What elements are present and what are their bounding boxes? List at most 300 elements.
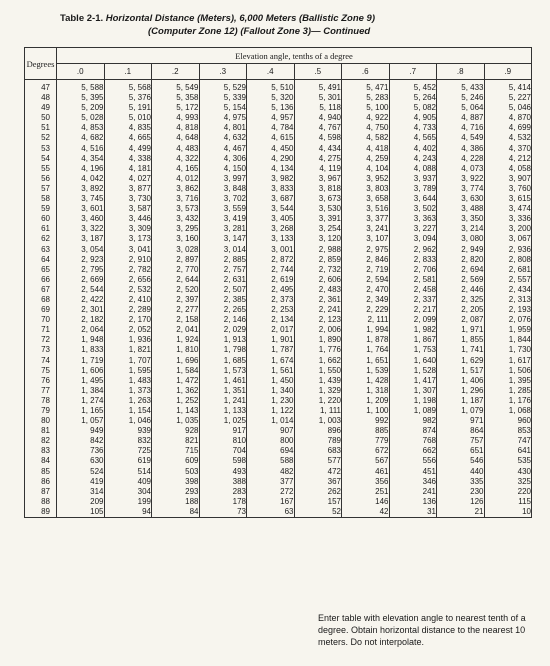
distance-cell: 3, 587 bbox=[104, 204, 152, 214]
distance-cell: 2, 744 bbox=[247, 265, 295, 275]
distance-cell: 864 bbox=[437, 426, 485, 436]
distance-cell: 5, 246 bbox=[437, 93, 485, 103]
distance-cell: 5, 301 bbox=[294, 93, 342, 103]
distance-cell: 1, 373 bbox=[104, 386, 152, 396]
distance-cell: 4, 922 bbox=[342, 113, 390, 123]
table-row bbox=[25, 456, 532, 466]
table-row bbox=[25, 285, 532, 295]
distance-cell: 4, 134 bbox=[247, 164, 295, 174]
distance-cell: 1, 550 bbox=[294, 366, 342, 376]
distance-cell: 2, 134 bbox=[247, 315, 295, 325]
distance-cell: 524 bbox=[57, 467, 105, 477]
table-row bbox=[25, 406, 532, 416]
distance-cell: 2, 099 bbox=[389, 315, 437, 325]
distance-cell: 4, 532 bbox=[484, 133, 532, 143]
distance-cell: 672 bbox=[342, 446, 390, 456]
distance-cell: 810 bbox=[199, 436, 247, 446]
distance-cell: 1, 833 bbox=[57, 345, 105, 355]
distance-cell: 768 bbox=[389, 436, 437, 446]
distance-cell: 5, 471 bbox=[342, 80, 390, 94]
distance-cell: 4, 354 bbox=[57, 154, 105, 164]
distance-cell: 2, 289 bbox=[104, 305, 152, 315]
distance-cell: 3, 377 bbox=[342, 214, 390, 224]
distance-cell: 2, 581 bbox=[389, 275, 437, 285]
distance-cell: 126 bbox=[437, 497, 485, 507]
distance-cell: 1, 506 bbox=[484, 366, 532, 376]
distance-cell: 1, 133 bbox=[199, 406, 247, 416]
distance-cell: 2, 313 bbox=[484, 295, 532, 305]
distance-cell: 4, 012 bbox=[152, 174, 200, 184]
degree-cell: 61 bbox=[25, 224, 57, 234]
distance-cell: 3, 041 bbox=[104, 245, 152, 255]
distance-cell: 2, 337 bbox=[389, 295, 437, 305]
distance-cell: 1, 329 bbox=[294, 386, 342, 396]
distance-cell: 5, 395 bbox=[57, 93, 105, 103]
table-title bbox=[60, 12, 530, 38]
distance-cell: 4, 150 bbox=[199, 164, 247, 174]
distance-cell: 651 bbox=[437, 446, 485, 456]
degree-cell: 78 bbox=[25, 396, 57, 406]
distance-cell: 1, 176 bbox=[484, 396, 532, 406]
distance-cell: 2, 770 bbox=[152, 265, 200, 275]
distance-cell: 482 bbox=[247, 467, 295, 477]
tenths-header: .9 bbox=[484, 64, 532, 80]
table-row bbox=[25, 113, 532, 123]
distance-cell: 1, 111 bbox=[294, 406, 342, 416]
distance-cell: 3, 133 bbox=[247, 234, 295, 244]
distance-cell: 3, 630 bbox=[437, 194, 485, 204]
distance-cell: 188 bbox=[152, 497, 200, 507]
distance-cell: 31 bbox=[389, 507, 437, 518]
distance-cell: 2, 111 bbox=[342, 315, 390, 325]
degree-cell: 70 bbox=[25, 315, 57, 325]
distance-cell: 2, 795 bbox=[57, 265, 105, 275]
distance-cell: 1, 844 bbox=[484, 335, 532, 345]
distance-cell: 1, 584 bbox=[152, 366, 200, 376]
distance-cell: 2, 064 bbox=[57, 325, 105, 335]
distance-cell: 3, 028 bbox=[152, 245, 200, 255]
table-row bbox=[25, 315, 532, 325]
table-row bbox=[25, 255, 532, 265]
distance-cell: 1, 285 bbox=[484, 386, 532, 396]
distance-cell: 1, 035 bbox=[152, 416, 200, 426]
distance-cell: 1, 971 bbox=[437, 325, 485, 335]
distance-cell: 1, 089 bbox=[389, 406, 437, 416]
distance-cell: 2, 532 bbox=[104, 285, 152, 295]
distance-cell: 4, 027 bbox=[104, 174, 152, 184]
tenths-header: .4 bbox=[247, 64, 295, 80]
distance-cell: 1, 100 bbox=[342, 406, 390, 416]
distance-cell: 1, 068 bbox=[484, 406, 532, 416]
degree-cell: 86 bbox=[25, 477, 57, 487]
distance-cell: 5, 283 bbox=[342, 93, 390, 103]
distance-cell: 5, 414 bbox=[484, 80, 532, 94]
distance-cell: 199 bbox=[104, 497, 152, 507]
distance-cell: 1, 318 bbox=[342, 386, 390, 396]
distance-cell: 73 bbox=[199, 507, 247, 518]
table-row bbox=[25, 467, 532, 477]
degree-cell: 67 bbox=[25, 285, 57, 295]
distance-cell: 5, 588 bbox=[57, 80, 105, 94]
distance-cell: 4, 750 bbox=[342, 123, 390, 133]
distance-cell: 461 bbox=[342, 467, 390, 477]
distance-cell: 694 bbox=[247, 446, 295, 456]
distance-cell: 2, 458 bbox=[389, 285, 437, 295]
distance-cell: 5, 028 bbox=[57, 113, 105, 123]
distance-cell: 3, 760 bbox=[484, 184, 532, 194]
distance-cell: 1, 901 bbox=[247, 335, 295, 345]
distance-cell: 853 bbox=[484, 426, 532, 436]
distance-cell: 725 bbox=[104, 446, 152, 456]
distance-cell: 4, 119 bbox=[294, 164, 342, 174]
distance-cell: 556 bbox=[389, 456, 437, 466]
distance-cell: 3, 615 bbox=[484, 194, 532, 204]
distance-cell: 2, 349 bbox=[342, 295, 390, 305]
distance-cell: 3, 774 bbox=[437, 184, 485, 194]
distance-cell: 1, 252 bbox=[152, 396, 200, 406]
distance-cell: 84 bbox=[152, 507, 200, 518]
degree-cell: 49 bbox=[25, 103, 57, 113]
table-row bbox=[25, 154, 532, 164]
distance-cell: 346 bbox=[389, 477, 437, 487]
table-row bbox=[25, 345, 532, 355]
distance-cell: 3, 658 bbox=[342, 194, 390, 204]
distance-cell: 2, 006 bbox=[294, 325, 342, 335]
distance-cell: 4, 887 bbox=[437, 113, 485, 123]
distance-cell: 3, 702 bbox=[199, 194, 247, 204]
distance-cell: 1, 483 bbox=[104, 376, 152, 386]
distance-cell: 2, 732 bbox=[294, 265, 342, 275]
distance-cell: 577 bbox=[294, 456, 342, 466]
distance-cell: 1, 561 bbox=[247, 366, 295, 376]
distance-cell: 2, 669 bbox=[57, 275, 105, 285]
distance-cell: 2, 158 bbox=[152, 315, 200, 325]
table-row bbox=[25, 436, 532, 446]
degree-cell: 66 bbox=[25, 275, 57, 285]
distance-cell: 2, 988 bbox=[294, 245, 342, 255]
distance-cell: 21 bbox=[437, 507, 485, 518]
tenths-header: .1 bbox=[104, 64, 152, 80]
distance-cell: 2, 719 bbox=[342, 265, 390, 275]
distance-cell: 1, 994 bbox=[342, 325, 390, 335]
distance-cell: 5, 510 bbox=[247, 80, 295, 94]
distance-cell: 3, 001 bbox=[247, 245, 295, 255]
distance-cell: 2, 470 bbox=[342, 285, 390, 295]
distance-cell: 2, 495 bbox=[247, 285, 295, 295]
distance-cell: 779 bbox=[342, 436, 390, 446]
distance-cell: 4, 338 bbox=[104, 154, 152, 164]
distance-cell: 1, 798 bbox=[199, 345, 247, 355]
distance-cell: 2, 029 bbox=[199, 325, 247, 335]
distance-cell: 335 bbox=[437, 477, 485, 487]
distance-cell: 1, 143 bbox=[152, 406, 200, 416]
degree-cell: 83 bbox=[25, 446, 57, 456]
degree-cell: 77 bbox=[25, 386, 57, 396]
distance-cell: 4, 801 bbox=[199, 123, 247, 133]
distance-cell: 3, 745 bbox=[57, 194, 105, 204]
degree-cell: 89 bbox=[25, 507, 57, 518]
distance-cell: 3, 530 bbox=[294, 204, 342, 214]
distance-cell: 641 bbox=[484, 446, 532, 456]
distance-cell: 3, 559 bbox=[199, 204, 247, 214]
distance-cell: 4, 306 bbox=[199, 154, 247, 164]
distance-cell: 3, 818 bbox=[294, 184, 342, 194]
distance-cell: 136 bbox=[389, 497, 437, 507]
distance-cell: 1, 741 bbox=[437, 345, 485, 355]
distance-cell: 1, 776 bbox=[294, 345, 342, 355]
distance-cell: 3, 892 bbox=[57, 184, 105, 194]
distance-cell: 2, 949 bbox=[437, 245, 485, 255]
distance-cell: 4, 784 bbox=[247, 123, 295, 133]
distance-cell: 4, 467 bbox=[199, 144, 247, 154]
distance-cell: 4, 196 bbox=[57, 164, 105, 174]
distance-cell: 2, 434 bbox=[484, 285, 532, 295]
table-row bbox=[25, 204, 532, 214]
degree-cell: 71 bbox=[25, 325, 57, 335]
degree-cell: 56 bbox=[25, 174, 57, 184]
distance-cell: 1, 730 bbox=[484, 345, 532, 355]
distance-cell: 3, 803 bbox=[342, 184, 390, 194]
degree-cell: 79 bbox=[25, 406, 57, 416]
table-row bbox=[25, 184, 532, 194]
tenths-header: .0 bbox=[57, 64, 105, 80]
distance-cell: 4, 322 bbox=[152, 154, 200, 164]
table-row bbox=[25, 214, 532, 224]
distance-cell: 3, 673 bbox=[294, 194, 342, 204]
distance-cell: 2, 205 bbox=[437, 305, 485, 315]
degree-cell: 51 bbox=[25, 123, 57, 133]
distance-cell: 2, 325 bbox=[437, 295, 485, 305]
distance-cell: 4, 835 bbox=[104, 123, 152, 133]
distance-cell: 4, 181 bbox=[104, 164, 152, 174]
distance-cell: 619 bbox=[104, 456, 152, 466]
distance-cell: 3, 446 bbox=[104, 214, 152, 224]
distance-cell: 493 bbox=[199, 467, 247, 477]
distance-cell: 736 bbox=[57, 446, 105, 456]
distance-cell: 2, 241 bbox=[294, 305, 342, 315]
distance-cell: 3, 080 bbox=[437, 234, 485, 244]
distance-cell: 2, 507 bbox=[199, 285, 247, 295]
table-row bbox=[25, 245, 532, 255]
distance-cell: 1, 122 bbox=[247, 406, 295, 416]
distance-cell: 747 bbox=[484, 436, 532, 446]
title-line-1 bbox=[60, 12, 530, 25]
degree-cell: 82 bbox=[25, 436, 57, 446]
table-row bbox=[25, 487, 532, 497]
distance-cell: 241 bbox=[389, 487, 437, 497]
distance-cell: 3, 200 bbox=[484, 224, 532, 234]
table-row bbox=[25, 265, 532, 275]
distance-cell: 3, 281 bbox=[199, 224, 247, 234]
distance-cell: 2, 253 bbox=[247, 305, 295, 315]
distance-cell: 3, 363 bbox=[389, 214, 437, 224]
distance-cell: 1, 461 bbox=[199, 376, 247, 386]
degree-cell: 75 bbox=[25, 366, 57, 376]
distance-cell: 4, 450 bbox=[247, 144, 295, 154]
distance-cell: 2, 619 bbox=[247, 275, 295, 285]
distance-cell: 3, 147 bbox=[199, 234, 247, 244]
distance-cell: 2, 872 bbox=[247, 255, 295, 265]
distance-cell: 1, 662 bbox=[294, 356, 342, 366]
table-row bbox=[25, 356, 532, 366]
distance-cell: 4, 516 bbox=[57, 144, 105, 154]
distance-cell: 419 bbox=[57, 477, 105, 487]
distance-cell: 2, 385 bbox=[199, 295, 247, 305]
distance-cell: 4, 499 bbox=[104, 144, 152, 154]
distance-cell: 1, 057 bbox=[57, 416, 105, 426]
table-row bbox=[25, 386, 532, 396]
distance-cell: 42 bbox=[342, 507, 390, 518]
distance-cell: 1, 948 bbox=[57, 335, 105, 345]
distance-cell: 2, 076 bbox=[484, 315, 532, 325]
degree-cell: 65 bbox=[25, 265, 57, 275]
distance-cell: 3, 107 bbox=[342, 234, 390, 244]
distance-cell: 982 bbox=[389, 416, 437, 426]
distance-cell: 3, 067 bbox=[484, 234, 532, 244]
degree-cell: 76 bbox=[25, 376, 57, 386]
distance-cell: 4, 682 bbox=[57, 133, 105, 143]
degree-cell: 63 bbox=[25, 245, 57, 255]
distance-cell: 4, 993 bbox=[152, 113, 200, 123]
distance-cell: 4, 088 bbox=[389, 164, 437, 174]
distance-cell: 4, 716 bbox=[437, 123, 485, 133]
distance-cell: 1, 787 bbox=[247, 345, 295, 355]
distance-cell: 2, 041 bbox=[152, 325, 200, 335]
distance-cell: 1, 528 bbox=[389, 366, 437, 376]
distance-cell: 3, 295 bbox=[152, 224, 200, 234]
distance-cell: 4, 870 bbox=[484, 113, 532, 123]
degree-cell: 58 bbox=[25, 194, 57, 204]
distance-cell: 2, 681 bbox=[484, 265, 532, 275]
distance-cell: 2, 859 bbox=[294, 255, 342, 265]
distance-cell: 2, 361 bbox=[294, 295, 342, 305]
distance-cell: 4, 665 bbox=[104, 133, 152, 143]
distance-cell: 1, 209 bbox=[342, 396, 390, 406]
distance-cell: 1, 573 bbox=[199, 366, 247, 376]
distance-cell: 5, 452 bbox=[389, 80, 437, 94]
distance-cell: 5, 568 bbox=[104, 80, 152, 94]
distance-cell: 971 bbox=[437, 416, 485, 426]
degree-cell: 68 bbox=[25, 295, 57, 305]
distance-cell: 1, 685 bbox=[199, 356, 247, 366]
distance-cell: 3, 687 bbox=[247, 194, 295, 204]
distance-cell: 2, 782 bbox=[104, 265, 152, 275]
distance-cell: 4, 699 bbox=[484, 123, 532, 133]
distance-cell: 1, 495 bbox=[57, 376, 105, 386]
table-row bbox=[25, 325, 532, 335]
distance-cell: 1, 719 bbox=[57, 356, 105, 366]
distance-cell: 314 bbox=[57, 487, 105, 497]
distance-cell: 1, 351 bbox=[199, 386, 247, 396]
distance-cell: 5, 358 bbox=[152, 93, 200, 103]
distance-table bbox=[24, 47, 532, 518]
distance-cell: 3, 544 bbox=[247, 204, 295, 214]
distance-cell: 514 bbox=[104, 467, 152, 477]
tenths-header: .3 bbox=[199, 64, 247, 80]
degree-cell: 57 bbox=[25, 184, 57, 194]
distance-cell: 2, 017 bbox=[247, 325, 295, 335]
distance-cell: 2, 123 bbox=[294, 315, 342, 325]
distance-cell: 4, 290 bbox=[247, 154, 295, 164]
distance-cell: 1, 595 bbox=[104, 366, 152, 376]
distance-cell: 4, 905 bbox=[389, 113, 437, 123]
distance-cell: 377 bbox=[247, 477, 295, 487]
distance-cell: 1, 165 bbox=[57, 406, 105, 416]
distance-cell: 4, 767 bbox=[294, 123, 342, 133]
degree-cell: 72 bbox=[25, 335, 57, 345]
distance-cell: 4, 058 bbox=[484, 164, 532, 174]
distance-cell: 3, 952 bbox=[342, 174, 390, 184]
distance-cell: 5, 082 bbox=[389, 103, 437, 113]
degree-cell: 73 bbox=[25, 345, 57, 355]
degree-cell: 47 bbox=[25, 80, 57, 94]
distance-cell: 5, 046 bbox=[484, 103, 532, 113]
table-number: Table 2-1. bbox=[60, 13, 104, 24]
distance-cell: 704 bbox=[199, 446, 247, 456]
distance-cell: 4, 212 bbox=[484, 154, 532, 164]
distance-cell: 2, 410 bbox=[104, 295, 152, 305]
distance-cell: 1, 025 bbox=[199, 416, 247, 426]
table-row bbox=[25, 164, 532, 174]
distance-cell: 3, 460 bbox=[57, 214, 105, 224]
distance-cell: 3, 907 bbox=[484, 174, 532, 184]
distance-cell: 3, 432 bbox=[152, 214, 200, 224]
distance-cell: 1, 936 bbox=[104, 335, 152, 345]
distance-cell: 2, 301 bbox=[57, 305, 105, 315]
distance-cell: 2, 397 bbox=[152, 295, 200, 305]
distance-cell: 1, 764 bbox=[342, 345, 390, 355]
distance-cell: 1, 855 bbox=[437, 335, 485, 345]
distance-cell: 2, 820 bbox=[437, 255, 485, 265]
distance-cell: 1, 362 bbox=[152, 386, 200, 396]
distance-cell: 939 bbox=[104, 426, 152, 436]
distance-cell: 2, 656 bbox=[104, 275, 152, 285]
distance-cell: 4, 818 bbox=[152, 123, 200, 133]
elevation-header: Elevation angle, tenths of a degree bbox=[57, 48, 532, 64]
tenths-header: .8 bbox=[437, 64, 485, 80]
distance-cell: 283 bbox=[199, 487, 247, 497]
distance-cell: 2, 087 bbox=[437, 315, 485, 325]
degree-cell: 84 bbox=[25, 456, 57, 466]
table-row bbox=[25, 426, 532, 436]
distance-cell: 1, 696 bbox=[152, 356, 200, 366]
distance-cell: 2, 277 bbox=[152, 305, 200, 315]
distance-cell: 1, 154 bbox=[104, 406, 152, 416]
distance-cell: 105 bbox=[57, 507, 105, 518]
distance-cell: 2, 706 bbox=[389, 265, 437, 275]
distance-cell: 3, 336 bbox=[484, 214, 532, 224]
distance-cell: 3, 309 bbox=[104, 224, 152, 234]
distance-cell: 4, 582 bbox=[342, 133, 390, 143]
degree-cell: 55 bbox=[25, 164, 57, 174]
tenths-header: .2 bbox=[152, 64, 200, 80]
distance-cell: 3, 214 bbox=[437, 224, 485, 234]
distance-cell: 1, 821 bbox=[104, 345, 152, 355]
distance-cell: 3, 848 bbox=[199, 184, 247, 194]
degree-cell: 53 bbox=[25, 144, 57, 154]
distance-cell: 1, 428 bbox=[342, 376, 390, 386]
tenths-header: .7 bbox=[389, 64, 437, 80]
degree-cell: 69 bbox=[25, 305, 57, 315]
degree-cell: 59 bbox=[25, 204, 57, 214]
table-row bbox=[25, 275, 532, 285]
table-row bbox=[25, 123, 532, 133]
tenths-header-row bbox=[25, 64, 532, 80]
distance-cell: 3, 502 bbox=[389, 204, 437, 214]
distance-cell: 1, 629 bbox=[437, 356, 485, 366]
distance-cell: 472 bbox=[294, 467, 342, 477]
distance-cell: 1, 230 bbox=[247, 396, 295, 406]
